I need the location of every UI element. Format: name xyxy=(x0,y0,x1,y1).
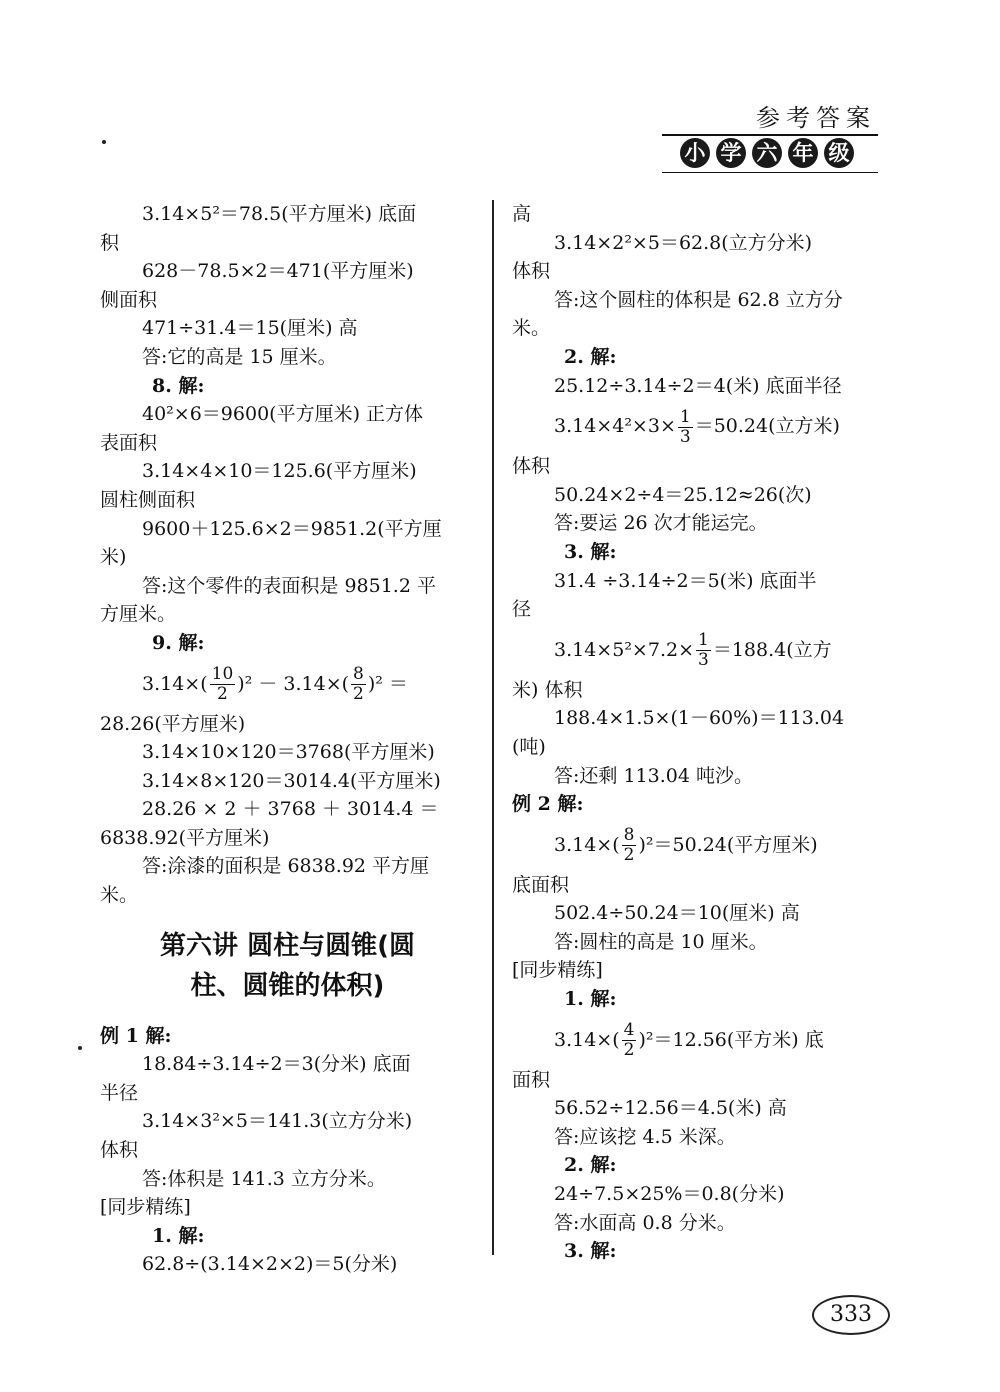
fraction-numerator: 10 xyxy=(211,664,234,684)
text-line: 答:它的高是 15 厘米。 xyxy=(142,345,337,368)
formula-text: 3.14×4²×3× xyxy=(554,415,676,438)
text-line: 9. 解: xyxy=(152,631,205,654)
text-line: 答:圆柱的高是 10 厘米。 xyxy=(554,930,768,953)
formula-line xyxy=(512,624,887,676)
text-line: 表面积 xyxy=(100,431,158,454)
text-line: 628－78.5×2＝471(平方厘米) xyxy=(142,260,414,283)
text-line: 62.8÷(3.14×2×2)＝5(分米) xyxy=(142,1253,398,1276)
text-line: 3. 解: xyxy=(564,540,617,563)
fraction-denominator: 2 xyxy=(217,684,228,704)
fraction xyxy=(678,408,693,447)
section-heading: 第六讲 圆柱与圆锥(圆 xyxy=(160,930,415,961)
left-column xyxy=(100,200,475,1279)
text-line: 8. 解: xyxy=(152,374,205,397)
page-number: 333 xyxy=(812,1295,890,1335)
formula-line xyxy=(512,1014,887,1066)
text-line: 471÷31.4＝15(厘米) 高 xyxy=(142,317,358,340)
text-line: 高 xyxy=(512,203,532,225)
formula-text: )² － 3.14×( xyxy=(237,672,350,695)
text-line: 3.14×5²＝78.5(平方厘米) 底面 xyxy=(142,203,417,225)
text-line: 侧面积 xyxy=(100,288,158,311)
fraction-denominator: 3 xyxy=(679,426,691,447)
header-rule xyxy=(662,172,878,173)
fraction xyxy=(210,665,236,704)
fraction-numerator: 1 xyxy=(698,630,709,651)
text-line: 3.14×2²×5＝62.8(立方分米) xyxy=(554,231,813,254)
text-line: 米。 xyxy=(512,317,551,340)
text-line: 40²×6＝9600(平方厘米) 正方体 xyxy=(142,403,424,426)
fraction-denominator: 3 xyxy=(698,650,709,671)
text-line: 米) 体积 xyxy=(512,678,583,701)
text-line: 答:水面高 0.8 分米。 xyxy=(554,1211,736,1234)
fraction xyxy=(622,826,637,865)
text-line: 25.12÷3.14÷2＝4(米) 底面半径 xyxy=(554,374,842,397)
text-line: 圆柱侧面积 xyxy=(100,488,196,511)
text-line: 28.26(平方厘米) xyxy=(100,712,246,735)
speck xyxy=(102,140,106,144)
formula-line xyxy=(512,819,887,871)
text-line: 半径 xyxy=(100,1081,139,1104)
text-line: 米) xyxy=(100,546,127,569)
text-line: 31.4 ÷3.14÷2＝5(米) 底面半 xyxy=(554,569,817,592)
text-line: 例 1 解: xyxy=(100,1024,172,1047)
fraction-numerator: 8 xyxy=(623,825,635,846)
text-line: 答:涂漆的面积是 6838.92 平方厘 xyxy=(142,855,430,878)
fraction xyxy=(351,665,366,704)
formula-line xyxy=(512,400,887,452)
text-line: 9600＋125.6×2＝9851.2(平方厘 xyxy=(142,517,442,540)
header-rule xyxy=(662,134,878,136)
text-line: [同步精练] xyxy=(100,1196,191,1219)
text-line: 1. 解: xyxy=(564,988,617,1011)
formula-line xyxy=(100,658,475,710)
text-line: 面积 xyxy=(512,1068,551,1091)
text-line: 3.14×4×10＝125.6(平方厘米) xyxy=(142,460,417,483)
text-line: 米。 xyxy=(100,884,139,907)
spacer xyxy=(100,1006,475,1022)
fraction-numerator: 1 xyxy=(679,406,691,427)
text-line: [同步精练] xyxy=(512,959,603,982)
formula-text: 3.14×( xyxy=(142,672,208,695)
text-line: 28.26 × 2 ＋ 3768 ＋ 3014.4 ＝ xyxy=(142,798,439,821)
text-line: 2. 解: xyxy=(564,1154,617,1177)
text-line: 底面积 xyxy=(512,873,570,896)
text-line: 1. 解: xyxy=(152,1224,205,1247)
grade-char: 六 xyxy=(752,138,782,168)
fraction-numerator: 8 xyxy=(353,664,364,684)
text-line: 体积 xyxy=(100,1139,139,1162)
text-line: 答:体积是 141.3 立方分米。 xyxy=(142,1167,386,1190)
formula-text: 3.14×( xyxy=(554,1028,620,1051)
text-line: 3.14×8×120＝3014.4(平方厘米) xyxy=(142,769,441,792)
text-line: 积 xyxy=(100,231,120,254)
grade-char: 级 xyxy=(824,138,854,168)
text-line: 答:还剩 113.04 吨沙。 xyxy=(554,764,753,787)
formula-text: ＝188.4(立方 xyxy=(712,638,832,661)
text-line: 3.14×10×120＝3768(平方厘米) xyxy=(142,741,435,764)
text-line: 502.4÷50.24＝10(厘米) 高 xyxy=(554,902,800,925)
text-line: 径 xyxy=(512,598,532,621)
text-line: 答:应该挖 4.5 米深。 xyxy=(554,1125,736,1148)
text-line: 答:这个零件的表面积是 9851.2 平 xyxy=(142,574,436,597)
fraction-denominator: 2 xyxy=(353,684,364,704)
grade-char: 小 xyxy=(680,138,710,168)
text-line: 3. 解: xyxy=(564,1240,617,1263)
fraction-denominator: 2 xyxy=(623,845,635,866)
formula-text: 3.14×( xyxy=(554,833,620,856)
grade-banner xyxy=(680,138,854,168)
text-line: 24÷7.5×25%＝0.8(分米) xyxy=(554,1183,785,1206)
text-line: (吨) xyxy=(512,735,546,758)
text-line: 18.84÷3.14÷2＝3(分米) 底面 xyxy=(142,1053,411,1076)
speck xyxy=(78,1046,82,1050)
text-line: 答:要运 26 次才能运完。 xyxy=(554,512,768,535)
text-line: 50.24×2÷4＝25.12≈26(次) xyxy=(554,483,812,506)
text-line: 3.14×3²×5＝141.3(立方分米) xyxy=(142,1110,413,1133)
text-line: 6838.92(平方厘米) xyxy=(100,826,270,849)
header-title: 参考答案 xyxy=(756,104,876,132)
formula-text: )² ＝ xyxy=(367,672,408,695)
text-line: 体积 xyxy=(512,260,551,283)
formula-text: ＝50.24(立方米) xyxy=(694,415,840,438)
fraction-numerator: 4 xyxy=(623,1020,635,1041)
fraction xyxy=(622,1021,637,1060)
text-line: 2. 解: xyxy=(564,345,617,368)
grade-char: 年 xyxy=(788,138,818,168)
text-line: 例 2 解: xyxy=(512,793,584,816)
text-line: 188.4×1.5×(1－60%)＝113.04 xyxy=(554,707,845,730)
formula-text: 3.14×5²×7.2× xyxy=(554,638,694,661)
grade-char: 学 xyxy=(716,138,746,168)
text-line: 56.52÷12.56＝4.5(米) 高 xyxy=(554,1097,787,1120)
spacer xyxy=(100,910,475,926)
fraction xyxy=(696,631,711,670)
column-divider xyxy=(492,200,494,1255)
formula-text: )²＝50.24(平方厘米) xyxy=(638,833,818,856)
formula-text: )²＝12.56(平方米) 底 xyxy=(638,1028,824,1051)
fraction-denominator: 2 xyxy=(623,1040,635,1061)
text-line: 方厘米。 xyxy=(100,603,177,626)
text-line: 答:这个圆柱的体积是 62.8 立方分 xyxy=(554,288,843,311)
section-heading: 柱、圆锥的体积) xyxy=(190,970,385,1001)
right-column xyxy=(512,200,887,1266)
text-line: 体积 xyxy=(512,455,551,478)
